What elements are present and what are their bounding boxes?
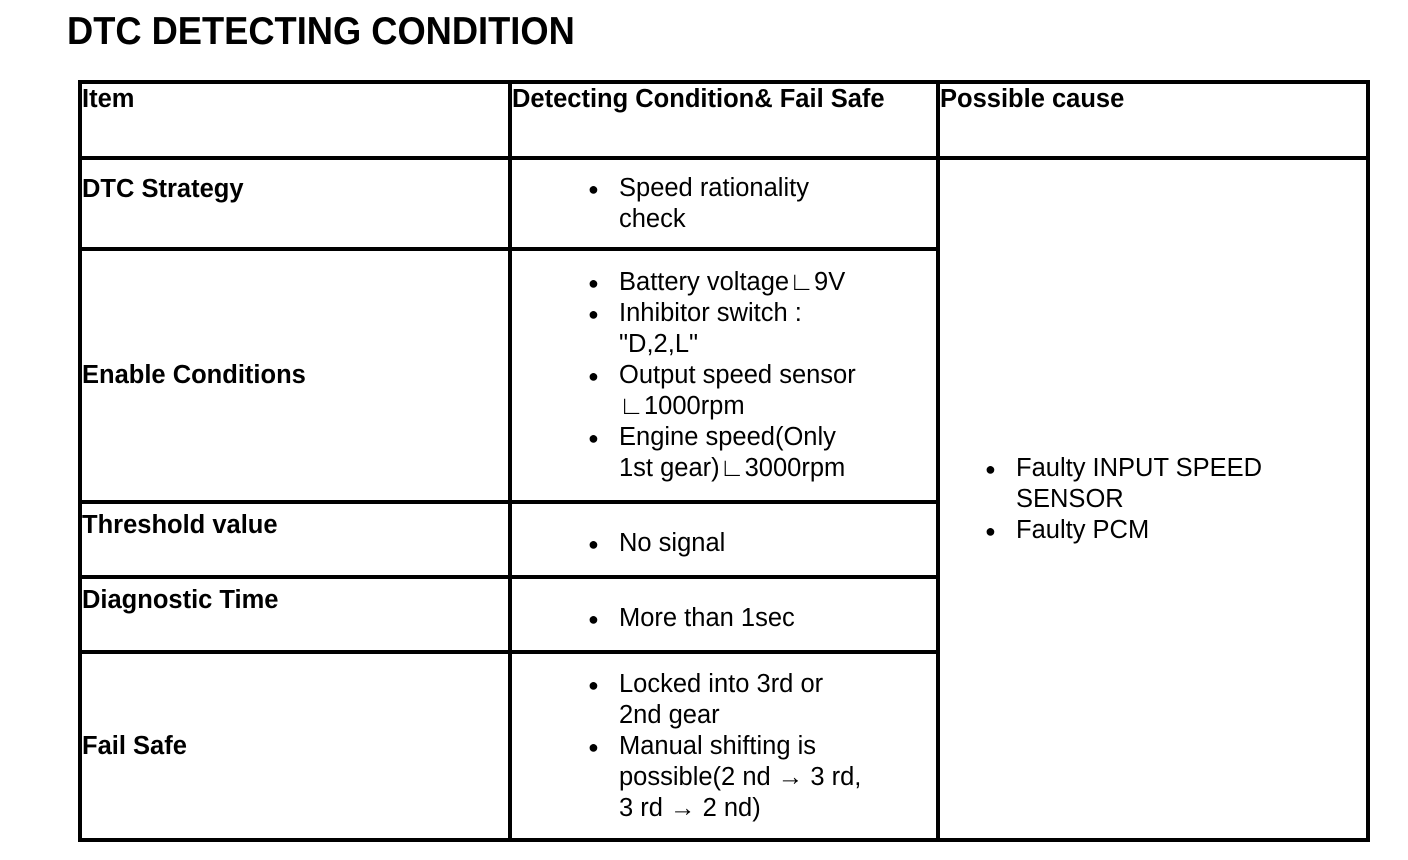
bullet-line: ● Locked into 3rd or: [619, 669, 824, 698]
row-label-fail-safe: Fail Safe: [80, 652, 510, 840]
bullet-line: ● Inhibitor switch :: [619, 299, 802, 327]
bullet-line: 2nd gear: [619, 700, 720, 729]
bullet-list: [589, 669, 936, 824]
bullet-line: ● Engine speed(Only: [619, 423, 836, 451]
bullet-item: [589, 528, 936, 559]
condition-cell: [510, 249, 938, 502]
bullet-list: [589, 603, 936, 634]
bullet-line: 1st gear)∟3000rpm: [619, 454, 846, 482]
possible-cause-cell: [938, 158, 1368, 840]
bullet-item: [589, 669, 936, 731]
condition-cell: [510, 502, 938, 577]
bullet-list: [589, 528, 936, 559]
bullet-list: [986, 453, 1366, 546]
bullet-line: ● Speed rationality: [619, 173, 809, 202]
bullet-line: ● More than 1sec: [619, 604, 795, 632]
row-label-diagnostic-time: Diagnostic Time: [80, 577, 510, 652]
row-label-dtc-strategy: DTC Strategy: [80, 158, 510, 249]
bullet-item: [986, 453, 1366, 515]
bullet-line: SENSOR: [1016, 484, 1124, 513]
page-title: DTC DETECTING CONDITION: [67, 10, 575, 53]
bullet-line: ● Faulty INPUT SPEED: [1016, 453, 1263, 482]
row-label-threshold-value: Threshold value: [80, 502, 510, 577]
table-header-row: [80, 82, 1368, 158]
header-item: Item: [80, 82, 510, 158]
bullet-item: [589, 298, 936, 360]
bullet-item: [589, 603, 936, 634]
bullet-line: ● Output speed sensor: [619, 361, 856, 389]
bullet-item: [589, 422, 936, 484]
bullet-item: [986, 515, 1366, 546]
bullet-item: [589, 731, 936, 824]
bullet-item: [589, 173, 936, 235]
bullet-line: ∟1000rpm: [619, 392, 745, 420]
bullet-line: ● No signal: [619, 529, 726, 557]
bullet-item: [589, 360, 936, 422]
bullet-list: [589, 173, 936, 235]
bullet-line: 3 rd → 2 nd): [619, 793, 761, 822]
header-cause: Possible cause: [938, 82, 1368, 158]
table-row: [80, 158, 1368, 249]
condition-cell: [510, 577, 938, 652]
bullet-item: [589, 267, 936, 298]
bullet-line: ● Battery voltage∟9V: [619, 268, 846, 296]
condition-cell: [510, 652, 938, 840]
bullet-line: ● Manual shifting is: [619, 731, 817, 760]
dtc-table: [78, 80, 1370, 842]
condition-cell: [510, 158, 938, 249]
bullet-line: possible(2 nd → 3 rd,: [619, 762, 862, 791]
row-label-enable-conditions: Enable Conditions: [80, 249, 510, 502]
header-condition: Detecting Condition& Fail Safe: [510, 82, 938, 158]
bullet-line: "D,2,L": [619, 330, 699, 358]
bullet-line: check: [619, 204, 686, 233]
bullet-list: [589, 267, 936, 484]
bullet-line: ● Faulty PCM: [1016, 515, 1150, 544]
